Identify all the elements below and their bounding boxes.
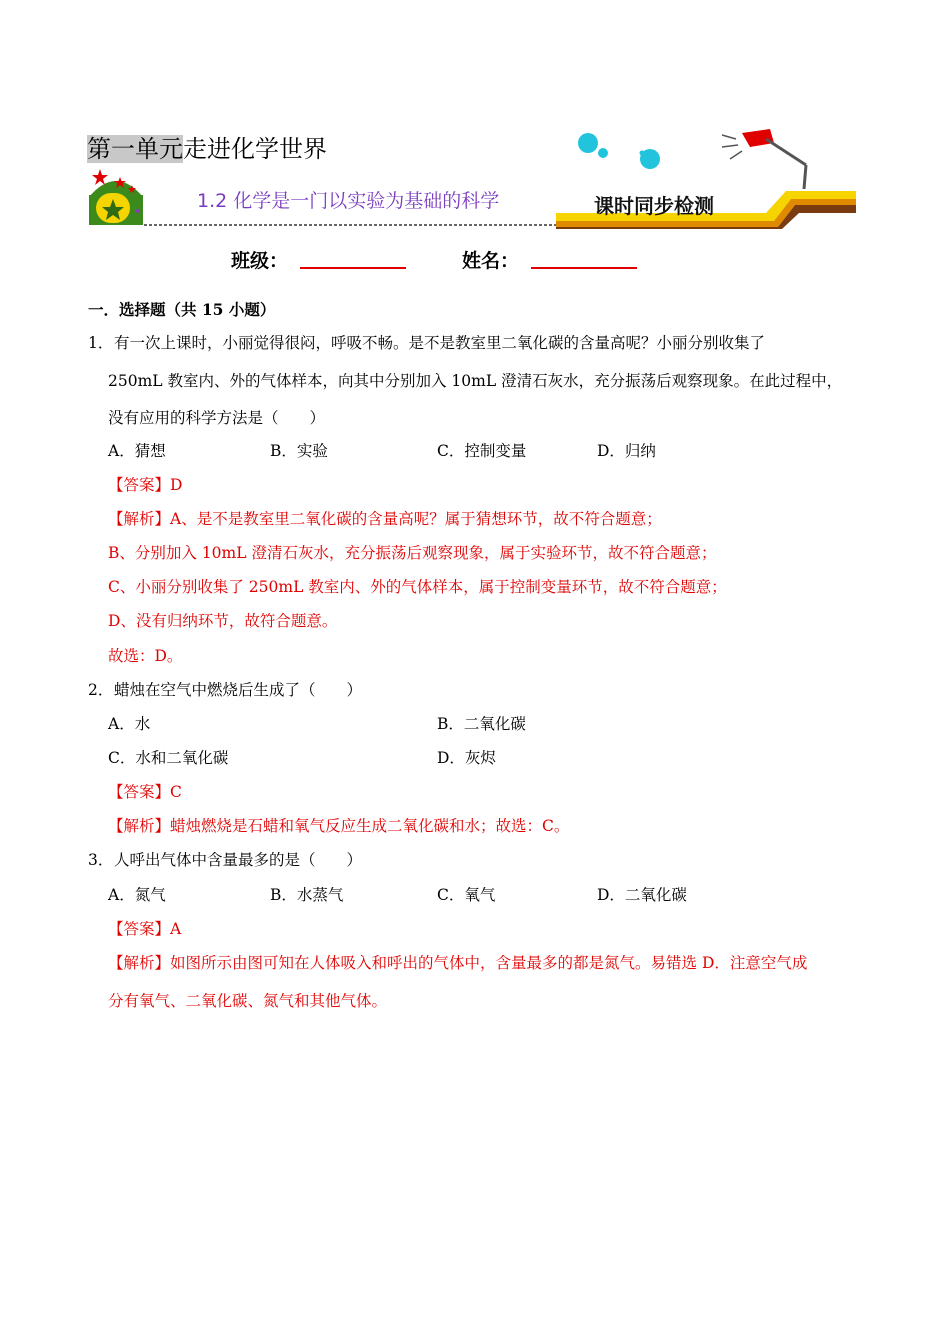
- question-1-number: 1．: [88, 334, 114, 352]
- lesson-banner: [86, 125, 856, 235]
- q3-option-c: C．氧气: [437, 886, 496, 904]
- answer-value: A: [170, 920, 182, 938]
- question-1-line3: 没有应用的科学方法是（ ）: [108, 409, 326, 427]
- class-blank[interactable]: [300, 267, 406, 269]
- q2-option-a: A．水: [108, 715, 151, 733]
- question-3-number: 3．: [88, 851, 114, 869]
- unit-number: 第一单元: [87, 135, 183, 163]
- q1-analysis-2: B、分别加入 10mL 澄清石灰水，充分振荡后观察现象，属于实验环节，故不符合题意；: [108, 544, 717, 562]
- question-1-line1: 有一次上课时，小丽觉得很闷，呼吸不畅。是不是教室里二氧化碳的含量高呢？小丽分别收集了: [114, 334, 766, 352]
- section-title: 一．选择题（共 15 小题）: [88, 300, 276, 319]
- name-label: 姓名：: [462, 250, 520, 272]
- analysis-tag: 【解析】: [108, 954, 171, 972]
- name-blank[interactable]: [531, 267, 637, 269]
- answer-value: D: [170, 476, 183, 494]
- analysis-text: A、是不是教室里二氧化碳的含量高呢？属于猜想环节，故不符合题意；: [170, 510, 662, 528]
- analysis-text: 如图所示由图可知在人体吸入和呼出的气体中，含量最多的都是氮气。易错选 D．注意空气成: [170, 954, 808, 972]
- q1-option-a: A．猜想: [108, 442, 166, 460]
- desk-lamp-icon: [722, 129, 806, 189]
- q3-answer: [108, 919, 181, 939]
- q3-option-a: A．氮气: [108, 886, 166, 904]
- answer-value: C: [170, 783, 182, 801]
- q3-option-d: D．二氧化碳: [597, 886, 687, 904]
- q2-option-b: B．二氧化碳: [437, 715, 526, 733]
- q3-analysis-2: 分有氧气、二氧化碳、氮气和其他气体。: [108, 992, 388, 1010]
- q2-option-c: C．水和二氧化碳: [108, 749, 229, 767]
- question-1-line2: 250mL 教室内、外的气体样本，向其中分别加入 10mL 澄清石灰水，充分振荡后观察现象。在此过程中，: [108, 372, 843, 390]
- lesson-title: 1.2 化学是一门以实验为基础的科学: [197, 190, 500, 212]
- answer-tag: 【答案】: [108, 783, 171, 801]
- q2-analysis: [108, 816, 569, 836]
- q3-option-b: B．水蒸气: [270, 886, 344, 904]
- q1-analysis-1: [108, 509, 662, 529]
- answer-tag: 【答案】: [108, 476, 171, 494]
- q1-option-d: D．归纳: [597, 442, 656, 460]
- q2-answer: [108, 782, 182, 802]
- class-label: 班级：: [231, 250, 289, 272]
- analysis-text: 蜡烛燃烧是石蜡和氧气反应生成二氧化碳和水；故选：C。: [170, 817, 570, 835]
- q1-analysis-4: D、没有归纳环节，故符合题意。: [108, 612, 338, 630]
- q1-answer: [108, 475, 182, 495]
- bubbles-icon: [578, 133, 660, 169]
- q1-option-c: C．控制变量: [437, 442, 527, 460]
- analysis-tag: 【解析】: [108, 510, 171, 528]
- question-2-number: 2．: [88, 681, 114, 699]
- q1-analysis-3: C、小丽分别收集了 250mL 教室内、外的气体样本，属于控制变量环节，故不符合题意；: [108, 578, 727, 596]
- analysis-tag: 【解析】: [108, 817, 171, 835]
- q2-option-d: D．灰烬: [437, 749, 496, 767]
- question-2-stem: 蜡烛在空气中燃烧后生成了（ ）: [114, 681, 363, 699]
- q1-option-b: B．实验: [270, 442, 328, 460]
- unit-title: 走进化学世界: [183, 135, 327, 163]
- q3-analysis-1: [108, 953, 807, 973]
- sync-check-badge: 课时同步检测: [594, 194, 714, 218]
- answer-tag: 【答案】: [108, 920, 171, 938]
- q1-analysis-5: 故选：D。: [108, 647, 183, 665]
- question-3-stem: 人呼出气体中含量最多的是（ ）: [114, 851, 363, 869]
- star-house-icon: [89, 169, 143, 225]
